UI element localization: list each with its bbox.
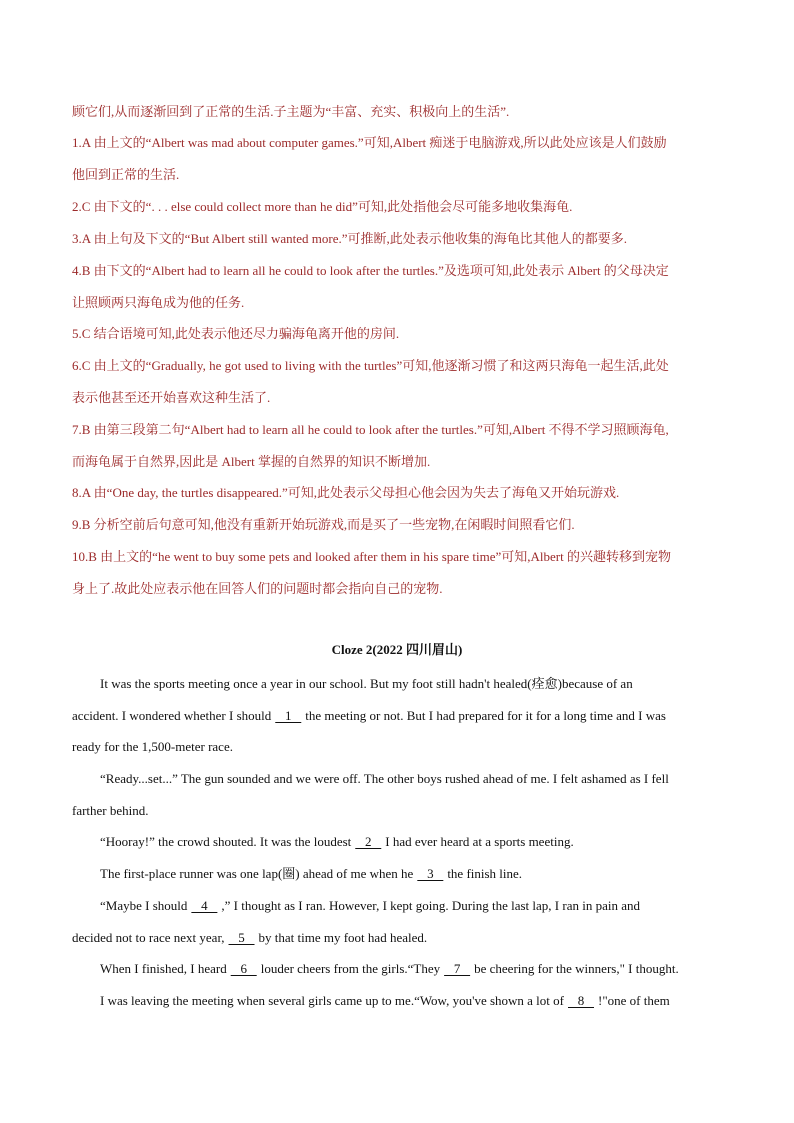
answer-intro bbox=[72, 96, 722, 128]
paragraph-line bbox=[72, 953, 722, 985]
answer-line: 3.A 由上句及下文的“But Albert still wanted more.”可推断,此处表示他收集的海龟比其他人的都要多. bbox=[72, 231, 627, 246]
answer-item-9 bbox=[72, 509, 722, 541]
blank-1: 1 bbox=[275, 707, 302, 723]
answer-item-8 bbox=[72, 477, 722, 509]
text-run: louder cheers from the girls.“They bbox=[260, 961, 441, 976]
answer-line: 4.B 由下文的“Albert had to learn all he could to look after the turtles.”及选项可知,此处表示 Albert 的父母决定 bbox=[72, 263, 669, 278]
text-run: the meeting or not. But I had prepared for it for a long time and I was bbox=[305, 707, 666, 723]
text-run: ,” I thought as I ran. However, I kept going. During the last lap, I ran in pain and bbox=[221, 898, 640, 913]
answer-item-10 bbox=[72, 541, 722, 605]
paragraph-line bbox=[72, 985, 722, 1017]
text-run: accident. I wondered whether I should bbox=[72, 707, 272, 723]
text-run: “Hooray!” the crowd shouted. It was the loudest bbox=[100, 834, 352, 849]
answer-line: 而海龟属于自然界,因此是 Albert 掌握的自然界的知识不断增加. bbox=[72, 454, 431, 469]
answer-item-3 bbox=[72, 223, 722, 255]
answer-item-7 bbox=[72, 414, 722, 478]
text-run: The first-place runner was one lap(圈) ahead of me when he bbox=[100, 866, 414, 881]
text-run: decided not to race next year, bbox=[72, 929, 225, 945]
cloze-paragraph-7 bbox=[72, 985, 722, 1017]
text-run: )because of an bbox=[557, 676, 633, 691]
answer-intro-text: 顾它们,从而逐渐回到了正常的生活.子主题为“丰富、充实、积极向上的生活”. bbox=[72, 104, 510, 119]
answer-item-4 bbox=[72, 255, 722, 319]
text-run: I had ever heard at a sports meeting. bbox=[385, 834, 574, 849]
cloze-paragraph-6 bbox=[72, 953, 722, 985]
text-run: by that time my foot had healed. bbox=[258, 929, 428, 945]
answer-line: 5.C 结合语境可知,此处表示他还尽力骗海龟离开他的房间. bbox=[72, 326, 400, 341]
text-run: the finish line. bbox=[447, 866, 523, 881]
paragraph-line bbox=[72, 890, 722, 922]
blank-6: 6 bbox=[230, 961, 257, 976]
blank-2: 2 bbox=[355, 834, 382, 849]
answer-line: 6.C 由上文的“Gradually, he got used to living with the turtles”可知,他逐渐习惯了和这两只海龟一起生活,此处 bbox=[72, 358, 669, 373]
text-run: When I finished, I heard bbox=[100, 961, 227, 976]
paragraph-line bbox=[72, 922, 722, 954]
answer-line: 10.B 由上文的“he went to buy some pets and looked after them in his spare time”可知,Albert 的兴趣转移到宠物 bbox=[72, 549, 671, 564]
blank-7: 7 bbox=[444, 961, 471, 976]
answer-line: 表示他甚至还开始喜欢这种生活了. bbox=[72, 390, 271, 405]
cloze-paragraph-3 bbox=[72, 826, 722, 858]
answer-line: 2.C 由下文的“. . . else could collect more than he did”可知,此处指他会尽可能多地收集海龟. bbox=[72, 199, 573, 214]
text-run: !"one of them bbox=[598, 993, 670, 1008]
text-run: be cheering for the winners," I thought. bbox=[474, 961, 679, 976]
answer-item-5 bbox=[72, 318, 722, 350]
paragraph-line bbox=[72, 826, 722, 858]
paragraph-line bbox=[72, 668, 722, 700]
answer-line: 让照顾两只海龟成为他的任务. bbox=[72, 295, 245, 310]
blank-5: 5 bbox=[228, 929, 255, 945]
blank-3: 3 bbox=[417, 866, 444, 881]
answer-item-1 bbox=[72, 127, 722, 191]
cloze-paragraph-4 bbox=[72, 858, 722, 890]
cloze-paragraph-1 bbox=[72, 668, 722, 763]
blank-8: 8 bbox=[568, 993, 594, 1008]
cloze-paragraph-5 bbox=[72, 890, 722, 953]
paragraph-line: “Ready...set...” The gun sounded and we were off. The other boys rushed ahead of me. I felt ashamed as I fell bbox=[100, 771, 669, 786]
answer-line: 9.B 分析空前后句意可知,他没有重新开始玩游戏,而是买了一些宠物,在闲暇时间照看它们. bbox=[72, 517, 575, 532]
text-run: It was the sports meeting once a year in our school. But my foot still hadn't healed( bbox=[100, 676, 532, 691]
answer-line: 8.A 由“One day, the turtles disappeared.”可知,此处表示父母担心他会因为失去了海龟又开始玩游戏. bbox=[72, 485, 620, 500]
answer-line: 1.A 由上文的“Albert was mad about computer games.”可知,Albert 痴迷于电脑游戏,所以此处应该是人们鼓励 bbox=[72, 135, 667, 150]
cloze-paragraph-2 bbox=[72, 763, 722, 826]
paragraph-line: farther behind. bbox=[72, 802, 149, 818]
answer-item-2 bbox=[72, 191, 722, 223]
answer-item-6 bbox=[72, 350, 722, 414]
gloss: 痊愈 bbox=[531, 676, 558, 691]
section-title: Cloze 2(2022 四川眉山) bbox=[331, 642, 463, 657]
text-run: “Maybe I should bbox=[100, 898, 188, 913]
blank-4: 4 bbox=[191, 898, 218, 913]
text-run: I was leaving the meeting when several girls came up to me.“Wow, you've shown a lot of bbox=[100, 993, 564, 1008]
answer-line: 7.B 由第三段第二句“Albert had to learn all he could to look after the turtles.”可知,Albert 不得不学习照顾海龟, bbox=[72, 422, 669, 437]
paragraph-line bbox=[72, 858, 722, 890]
paragraph-line bbox=[72, 700, 722, 732]
paragraph-line: ready for the 1,500-meter race. bbox=[72, 739, 233, 754]
answer-line: 他回到正常的生活. bbox=[72, 167, 180, 182]
answer-line: 身上了.故此处应表示他在回答人们的问题时都会指向自己的宠物. bbox=[72, 581, 443, 596]
